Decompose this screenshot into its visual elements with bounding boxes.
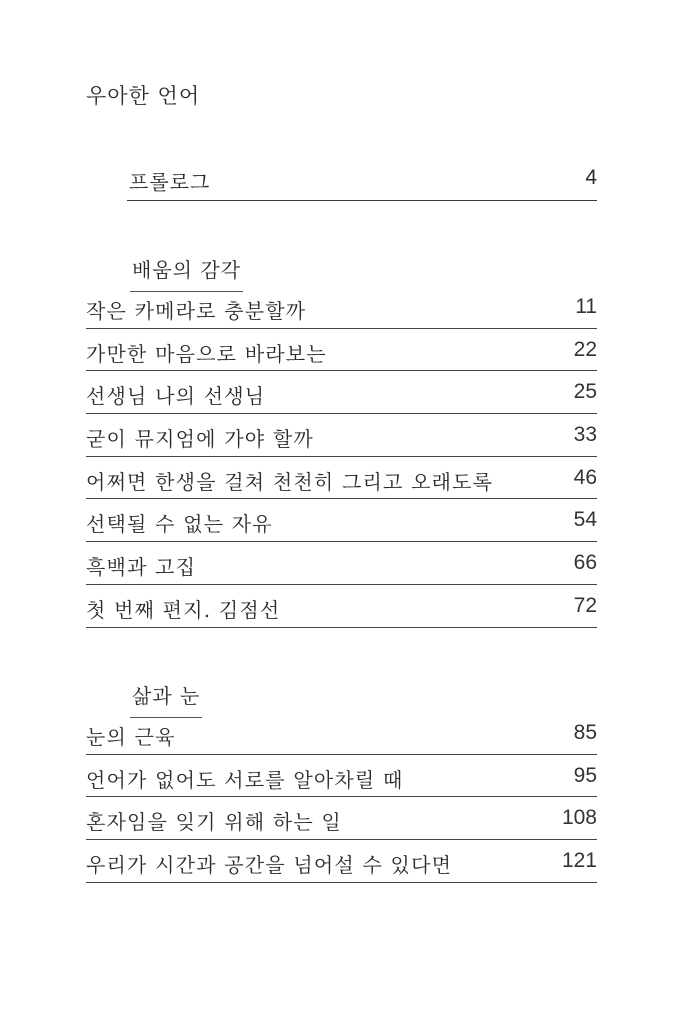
entry-title: 작은 카메라로 충분할까 (86, 299, 307, 323)
toc-entry[interactable] (86, 797, 597, 840)
toc-entry[interactable] (86, 585, 597, 628)
entry-title: 우리가 시간과 공간을 넘어설 수 있다면 (86, 853, 453, 878)
entry-page: 33 (573, 423, 597, 447)
toc-section-2 (86, 670, 597, 883)
toc-entry[interactable] (86, 329, 597, 372)
entry-title: 프롤로그 (129, 170, 211, 194)
toc-section-1 (86, 244, 597, 628)
entry-page: 121 (561, 849, 597, 873)
entry-page: 72 (573, 593, 597, 617)
entry-page: 85 (573, 721, 597, 744)
section-title: 배움의 감각 (130, 254, 243, 292)
toc-entry[interactable] (86, 414, 597, 457)
toc-entry[interactable] (86, 457, 597, 500)
toc-entry[interactable] (86, 712, 597, 755)
entry-title: 굳이 뮤지엄에 가야 할까 (86, 427, 314, 452)
toc-entry-prologue[interactable] (127, 160, 597, 201)
book-title: 우아한 언어 (86, 84, 201, 108)
entry-title: 혼자임을 잊기 위해 하는 일 (86, 810, 342, 835)
entry-page: 25 (573, 380, 597, 404)
toc-entry[interactable] (86, 542, 597, 585)
entry-title: 선생님 나의 선생님 (86, 384, 266, 409)
toc-entry[interactable] (86, 371, 597, 414)
entry-page: 66 (573, 551, 597, 575)
entry-title: 어쩌면 한생을 걸쳐 천천히 그리고 오래도록 (86, 469, 494, 494)
toc-entry[interactable] (86, 286, 597, 329)
toc-entry[interactable] (86, 755, 597, 798)
entry-title: 눈의 근육 (86, 725, 176, 749)
entry-page: 108 (561, 806, 597, 830)
entry-title: 흑백과 고집 (86, 555, 197, 580)
entry-page: 46 (573, 465, 597, 489)
section-title: 삶과 눈 (130, 680, 202, 718)
entry-page: 11 (575, 295, 597, 318)
entry-title: 선택될 수 없는 자유 (86, 512, 273, 537)
entry-title: 첫 번째 편지. 김점선 (86, 597, 281, 622)
entry-title: 가만한 마음으로 바라보는 (86, 341, 327, 366)
entry-title: 언어가 없어도 서로를 알아차릴 때 (86, 767, 404, 792)
entry-page: 4 (585, 166, 597, 189)
toc-entry[interactable] (86, 499, 597, 542)
entry-page: 54 (573, 508, 597, 532)
entry-page: 95 (573, 763, 597, 787)
toc-entry[interactable] (86, 840, 597, 883)
entry-page: 22 (573, 337, 597, 361)
